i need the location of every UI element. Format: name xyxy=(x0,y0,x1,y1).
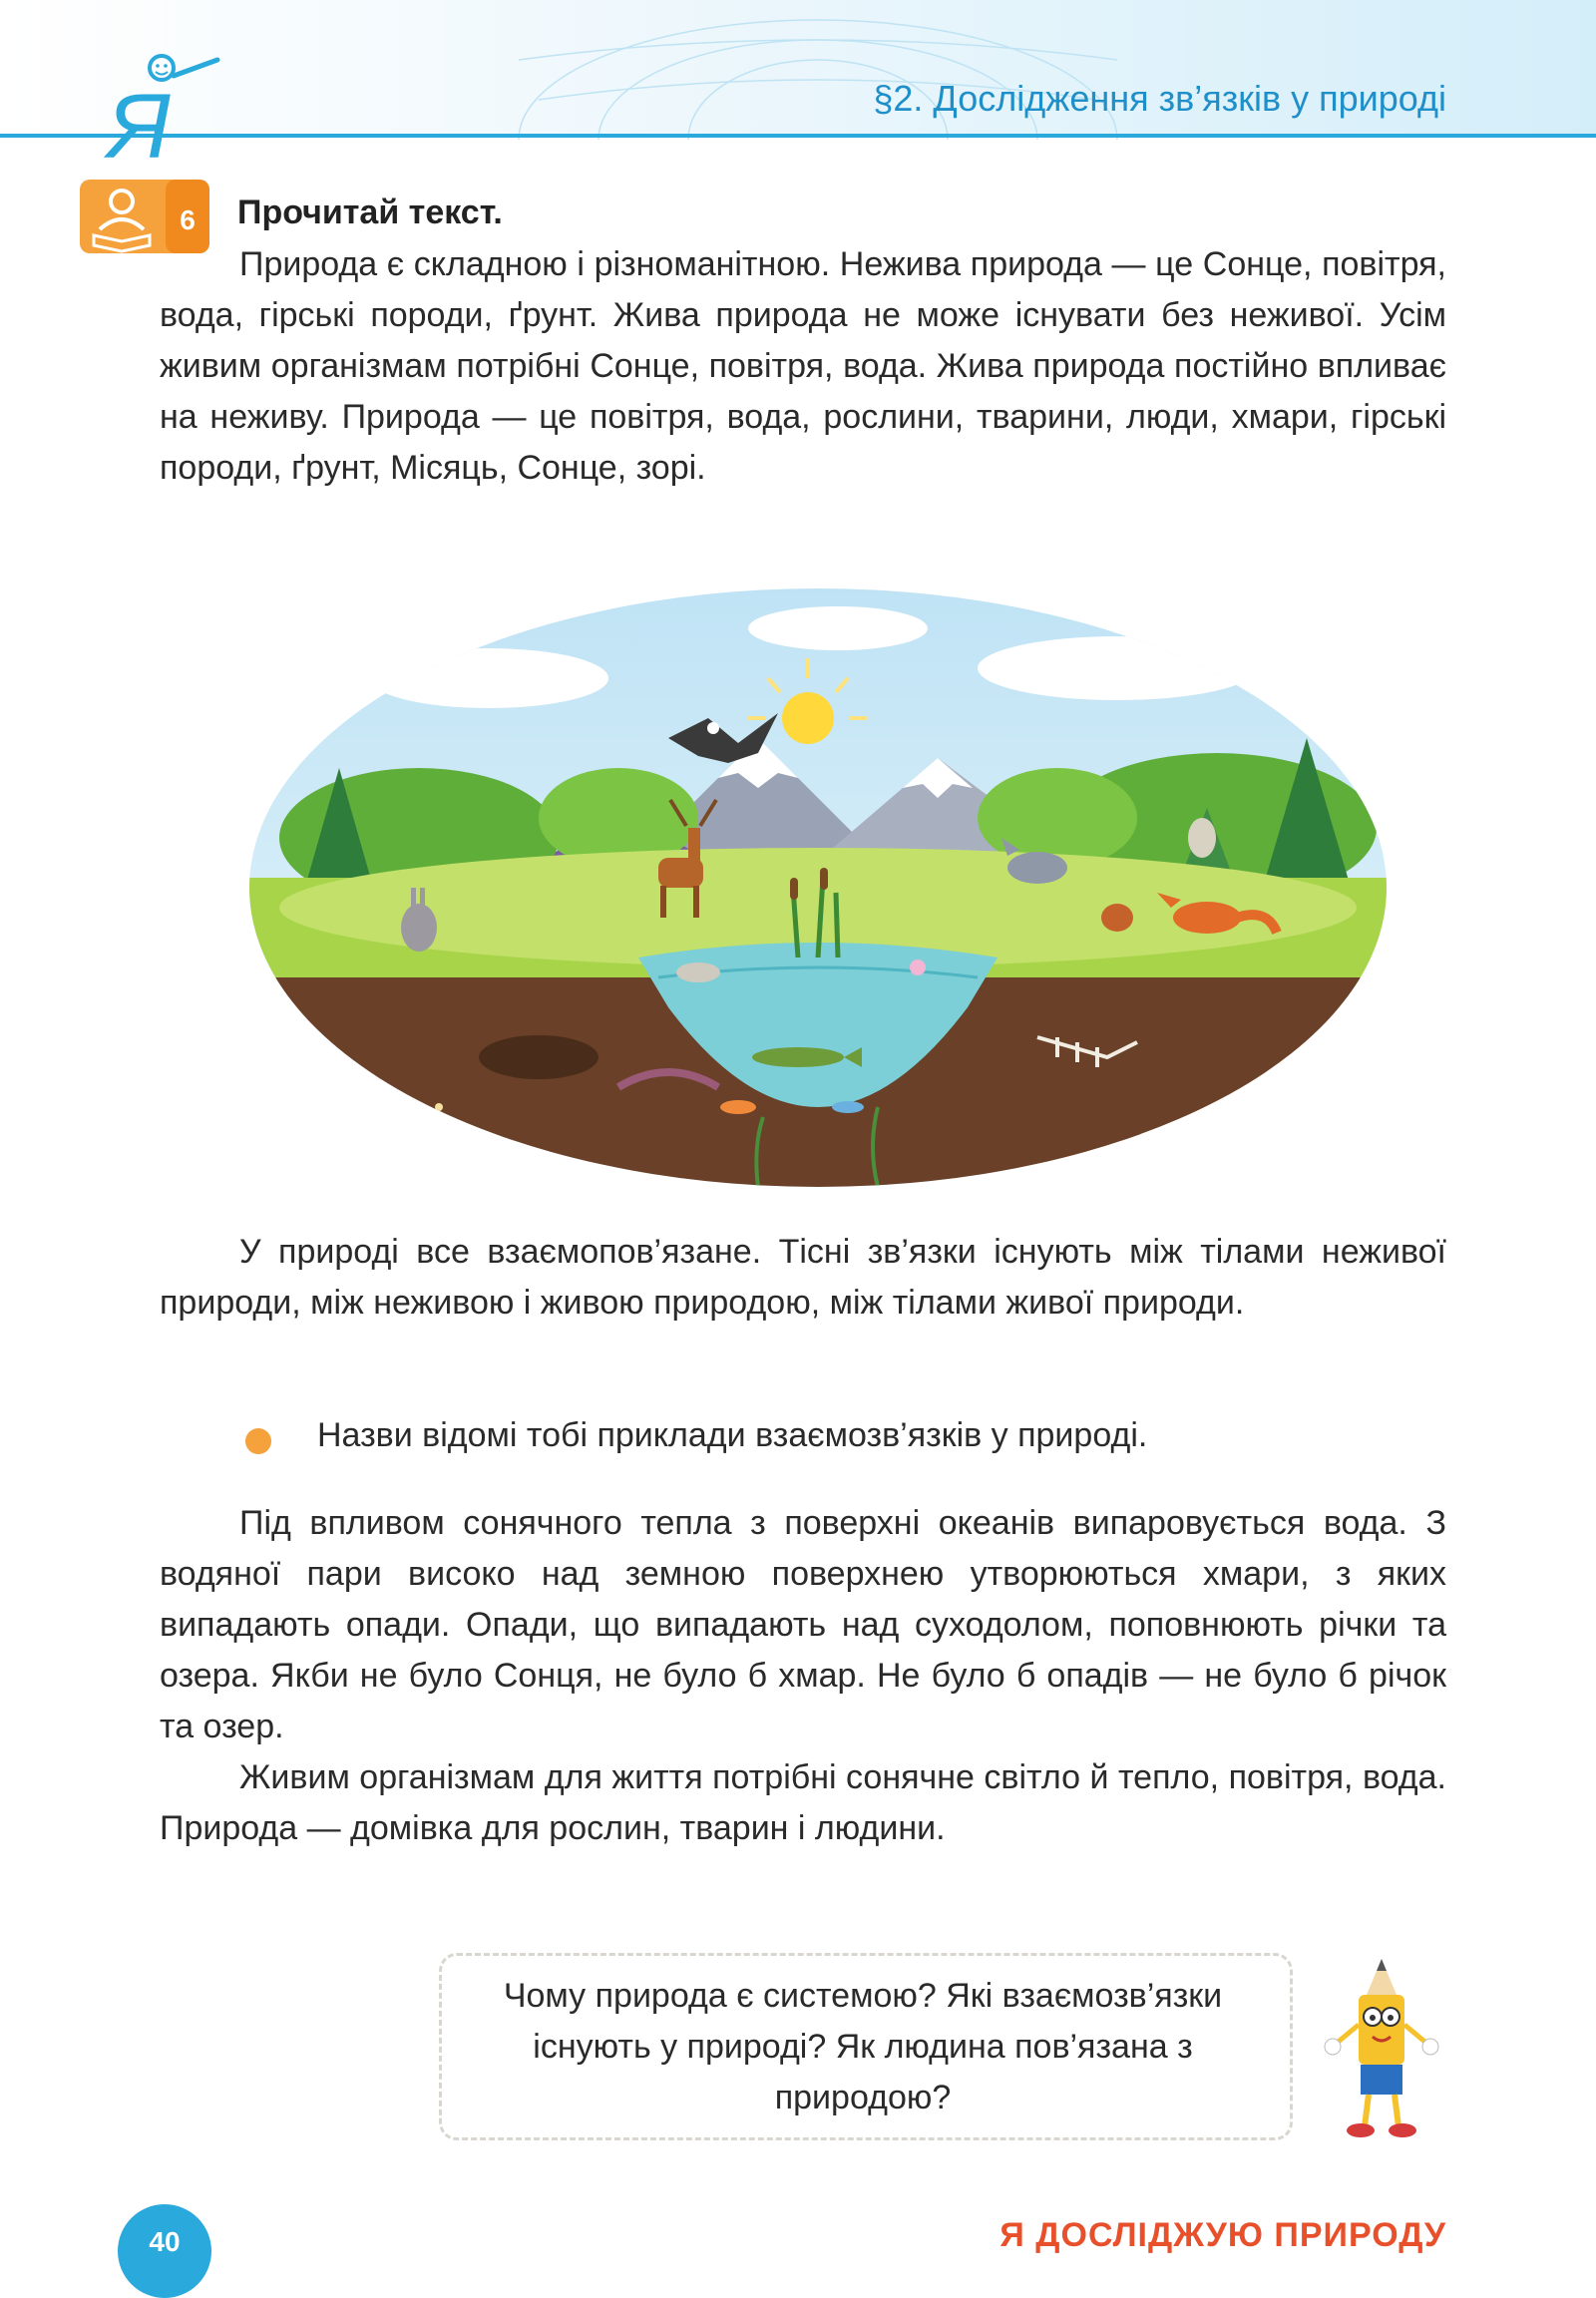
paragraph-intro-text: Природа є складною і різноманітною. Нежива природа — це Сонце, повітря, вода, гірські породи, ґрунт. Жива природа не може існувати без неживої. Усім живим організмам потрібні Сонце, повітря, вода. Жива природа постійно впливає на неживу. Природа — це повітря, вода, рослини, тварини, люди, хмари, гірські породи, ґрунт, Місяць, Сонце, зорі. xyxy=(160,245,1446,487)
bullet-task-text: Назви відомі тобі приклади взаємозв’язків у природі. xyxy=(317,1416,1148,1454)
task-number: 6 xyxy=(180,204,196,235)
page-number: 40 xyxy=(118,2204,211,2298)
paragraph-water-cycle xyxy=(160,1498,1446,1854)
paragraph-connections xyxy=(160,1227,1446,1329)
bullet-icon xyxy=(245,1428,271,1454)
paragraph-intro xyxy=(160,239,1446,494)
section-title: §2. Дослідження зв’язків у природі xyxy=(873,78,1446,119)
task-title: Прочитай текст. xyxy=(237,193,503,231)
header-rule xyxy=(0,134,1596,138)
paragraph-living-needs-text: Живим організмам для життя потрібні сонячне світло й тепло, повітря, вода. Природа — домівка для рослин, тварин і людини. xyxy=(160,1758,1446,1847)
squirrel-icon xyxy=(1101,904,1133,932)
duck-icon xyxy=(676,962,720,982)
water-lily-icon xyxy=(910,959,926,975)
paragraph-connections-text: У природі все взаємопов’язане. Тісні зв’язки існують між тілами неживої природи, між неживою і живою природою, між тілами живої природи. xyxy=(160,1233,1446,1322)
book-title: Я ДОСЛІДЖУЮ ПРИРОДУ xyxy=(999,2216,1446,2254)
question-text: Чому природа є системою? Які взаємозв’язки існують у природі? Як людина пов’язана з природою? xyxy=(503,1977,1223,2116)
paragraph-water-cycle-text: Під впливом сонячного тепла з поверхні океанів випаровується вода. З водяної пари високо над земною поверхнею утворюються хмари, з яких випадають опади. Опади, що випадають над суходолом, поповнюють річки та озера. Якби не було Сонця, не було б хмар. Не було б опадів — не було б річок та озер. xyxy=(160,1504,1446,1745)
nature-ecosystem-illustration xyxy=(239,588,1396,1207)
pencil-mascot-icon xyxy=(1317,1955,1446,2144)
logo-icon xyxy=(100,50,229,170)
owl-icon xyxy=(1188,818,1216,858)
logo-letter: Я xyxy=(108,76,171,170)
